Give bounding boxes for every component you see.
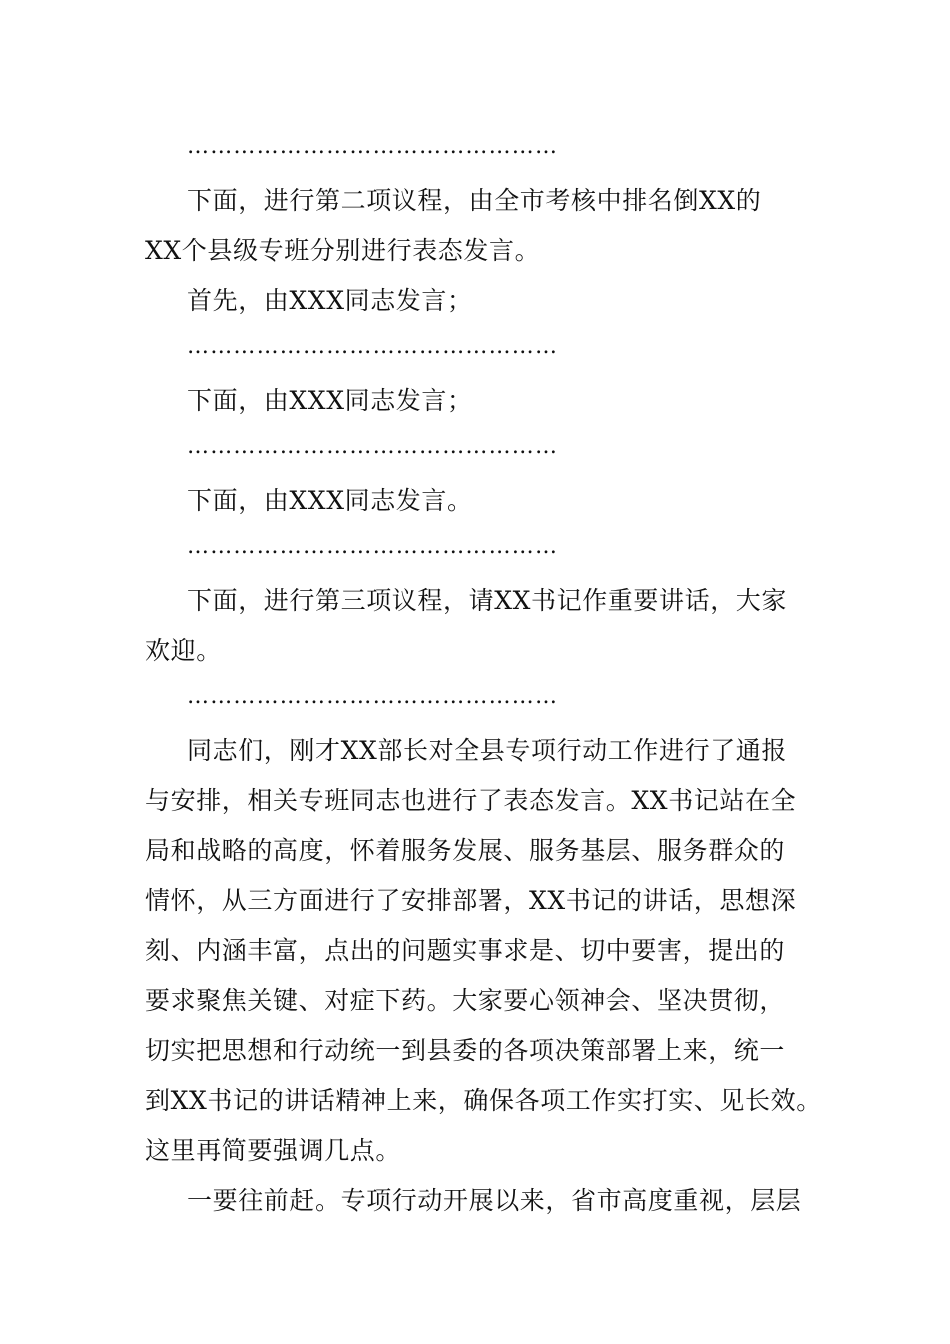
- paragraph-point-one-line-1: 一要往前赶。专项行动开展以来，省市高度重视，层层: [187, 1186, 802, 1215]
- paragraph-summary-line-9: 这里再简要强调几点。: [145, 1136, 402, 1165]
- ellipsis-separator: …………………………………………: [187, 134, 559, 159]
- paragraph-agenda-two-line-1: 下面，进行第二项议程，由全市考核中排名倒XX的: [187, 186, 762, 215]
- paragraph-summary-line-2: 与安排，相关专班同志也进行了表态发言。XX书记站在全: [145, 786, 797, 815]
- ellipsis-separator: …………………………………………: [187, 684, 559, 709]
- paragraph-summary-line-6: 要求聚焦关键、对症下药。大家要心领神会、坚决贯彻，: [145, 986, 786, 1015]
- paragraph-summary-line-8: 到XX书记的讲话精神上来，确保各项工作实打实、见长效。: [145, 1086, 822, 1115]
- paragraph-third-speaker: 下面，由XXX同志发言。: [187, 486, 473, 515]
- paragraph-first-speaker: 首先，由XXX同志发言；: [187, 286, 473, 315]
- ellipsis-separator: …………………………………………: [187, 534, 559, 559]
- paragraph-summary-line-5: 刻、内涵丰富，点出的问题实事求是、切中要害，提出的: [145, 936, 786, 965]
- paragraph-summary-line-1: 同志们，刚才XX部长对全县专项行动工作进行了通报: [187, 736, 787, 765]
- paragraph-second-speaker: 下面，由XXX同志发言；: [187, 386, 473, 415]
- ellipsis-separator: …………………………………………: [187, 434, 559, 459]
- paragraph-agenda-three-line-2: 欢迎。: [145, 636, 222, 665]
- paragraph-summary-line-3: 局和战略的高度，怀着服务发展、服务基层、服务群众的: [145, 836, 786, 865]
- paragraph-summary-line-7: 切实把思想和行动统一到县委的各项决策部署上来，统一: [145, 1036, 786, 1065]
- paragraph-summary-line-4: 情怀，从三方面进行了安排部署，XX书记的讲话，思想深: [145, 886, 797, 915]
- ellipsis-separator: …………………………………………: [187, 334, 559, 359]
- paragraph-agenda-three-line-1: 下面，进行第三项议程，请XX书记作重要讲话，大家: [187, 586, 787, 615]
- paragraph-agenda-two-line-2: XX个县级专班分别进行表态发言。: [145, 236, 541, 265]
